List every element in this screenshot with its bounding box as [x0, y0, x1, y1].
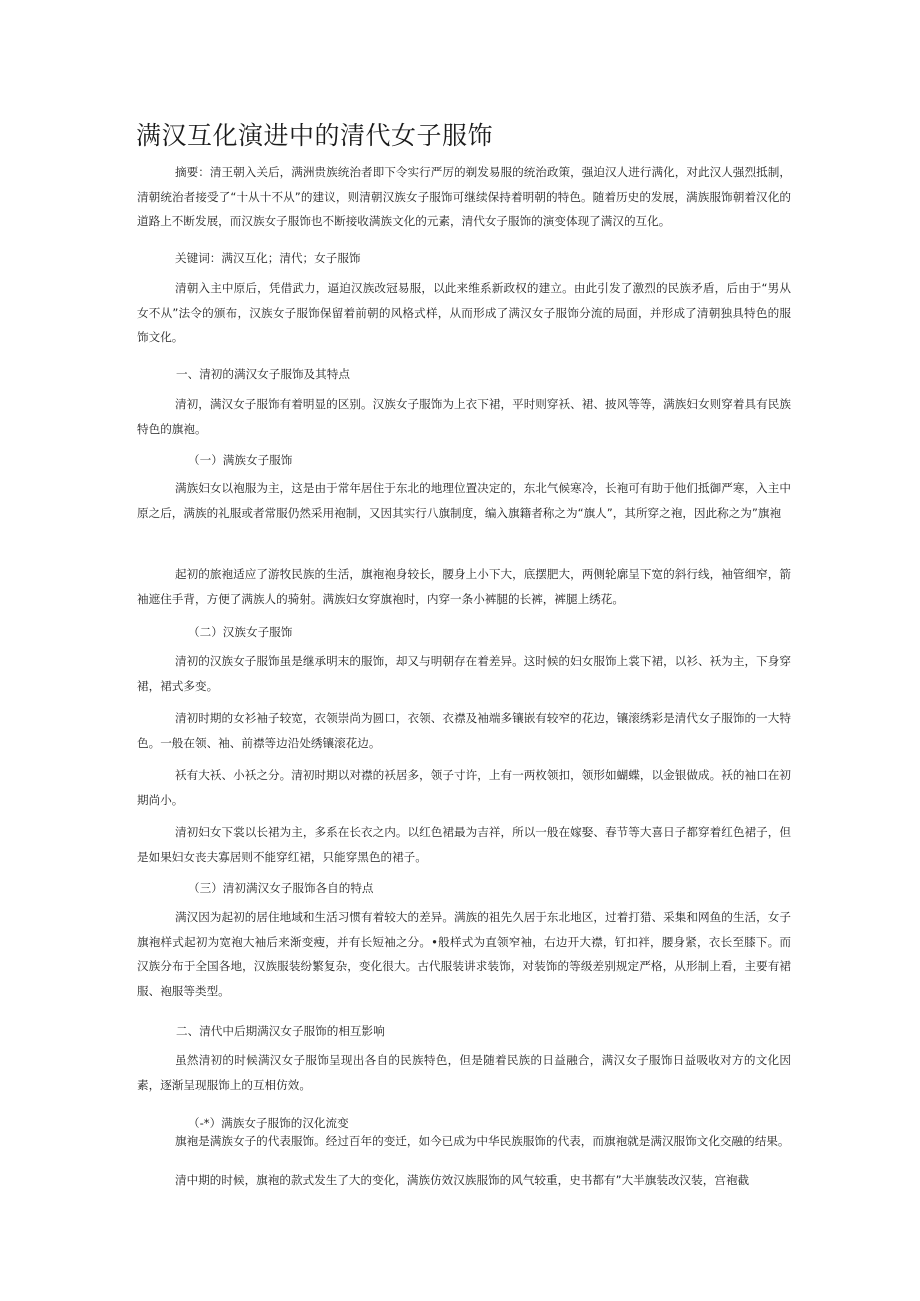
subsection-1-2-paragraph-1: 清初的汉族女子服饰虽是继承明末的服饰，却又与明朝存在着差异。这时候的妇女服饰上裳下裙，以衫、袄为主，下身穿裙，裙式多变。	[137, 654, 791, 693]
subsection-1-2-paragraph-2: 清初时期的女衫袖子较宽，衣领崇尚为圆口，衣领、衣襟及袖端多镶嵌有较窄的花边，镶滚绣彩是清代女子服饰的一大特色。一般在领、袖、前襟等边沿处绣镶滚花边。	[137, 711, 791, 750]
section-2-heading: 二、清代中后期满汉女子服饰的相互影响	[176, 1024, 385, 1038]
subsection-1-3-heading: （三）清初满汉女子服饰各自的特点	[188, 881, 374, 895]
subsection-1-2-paragraph-3: 袄有大袄、小袄之分。清初时期以对襟的袄居多，领子寸许，上有一两枚领扣，领形如蝴蝶，以金银做成。袄的袖口在初期尚小。	[137, 768, 791, 807]
abstract-paragraph: 摘要：清王朝入关后，满洲贵族统治者即下令实行严厉的剃发易服的统治政策，强迫汉人进行满化，对此汉人强烈抵制，清朝统治者接受了“十从十不从”的建议，则清朝汉族女子服饰可继续保持着明朝的特色。随着历史的发展，满族服饰朝着汉化的道路上不断发展，而汉族女子服饰也不断接收满族文化的元素，清代女子服饰的演变体现了满汉的互化。	[137, 165, 791, 228]
subsection-1-1-heading: （一）满族女子服饰	[188, 453, 293, 467]
document-title: 满汉互化演进中的清代女子服饰	[136, 121, 494, 150]
subsection-2-1-paragraph-1: 旗袍是满族女子的代表服饰。经过百年的变迁，如今已成为中华民族服饰的代表，而旗袍就是满汉服饰文化交融的结果。	[175, 1134, 790, 1148]
subsection-1-2-heading: （二）汉族女子服饰	[188, 625, 293, 639]
keywords-line: 关键词：满汉互化；清代；女子服饰	[175, 251, 361, 265]
section-1-heading: 一、清初的满汉女子服饰及其特点	[176, 367, 350, 381]
section-1-paragraph: 清初，满汉女子服饰有着明显的区别。汉族女子服饰为上衣下裙，平时则穿袄、裙、披风等等，满族妇女则穿着具有民族特色的旗袍。	[137, 397, 791, 436]
subsection-2-1-heading: （-*）满族女子服饰的汉化流变	[188, 1116, 349, 1130]
intro-paragraph: 清朝入主中原后，凭借武力，逼迫汉族改冠易服，以此来维系新政权的建立。由此引发了激烈的民族矛盾，后由于“男从女不从”法令的颁布，汉族女子服饰保留着前朝的风格式样，从而形成了满汉女子服饰分流的局面，并形成了清朝独具特色的服饰文化。	[137, 281, 791, 344]
subsection-1-3-paragraph: 满汉因为起初的居住地域和生活习惯有着较大的差异。满族的祖先久居于东北地区，过着打猎、采集和网鱼的生活，女子旗袍样式起初为宽袍大袖后来渐变瘦，并有长短袖之分。•般样式为直领窄袖，右边开大襟，钉扣袢，腰身紧，衣长至膝下。而汉族分布于全国各地，汉族服装纷繁复杂，变化很大。古代服装讲求装饰，对装饰的等级差别规定严格，从形制上看，主要有裙服、袍服等类型。	[137, 910, 791, 998]
subsection-1-1-paragraph-2: 起初的旅袍适应了游牧民族的生活，旗袍袍身较长，腰身上小下大，底摆肥大，两侧轮廓呈下宽的斜行线，袖管细窄，箭袖遮住手背，方便了满族人的骑射。满族妇女穿旗袍时，内穿一条小裤腿的长裤，裤腿上绣花。	[137, 567, 791, 606]
subsection-2-1-paragraph-2: 清中期的时候，旗袍的款式发生了大的变化，满族仿效汉族服饰的风气较重，史书都有”大半旗装改汉装，宫袍截	[175, 1173, 750, 1187]
subsection-1-1-paragraph-1: 满族妇女以袍服为主，这是由于常年居住于东北的地理位置决定的，东北气候寒冷，长袍可有助于他们抵御严寒，入主中原之后，满族的礼服或者常服仍然采用袍制，又因其实行八旗制度，编入旗籍者称之为“旗人”，其所穿之袍，因此称之为”旗袍	[137, 481, 791, 520]
subsection-1-2-paragraph-4: 清初妇女下裳以长裙为主，多系在长衣之内。以红色裙最为吉祥，所以一般在嫁娶、春节等大喜日子都穿着红色裙子，但是如果妇女丧夫寡居则不能穿红裙，只能穿黑色的裙子。	[137, 825, 791, 864]
section-2-paragraph: 虽然清初的时候满汉女子服饰呈现出各自的民族特色，但是随着民族的日益融合，满汉女子服饰日益吸收对方的文化因素，逐渐呈现服饰上的互相仿效。	[137, 1053, 791, 1092]
